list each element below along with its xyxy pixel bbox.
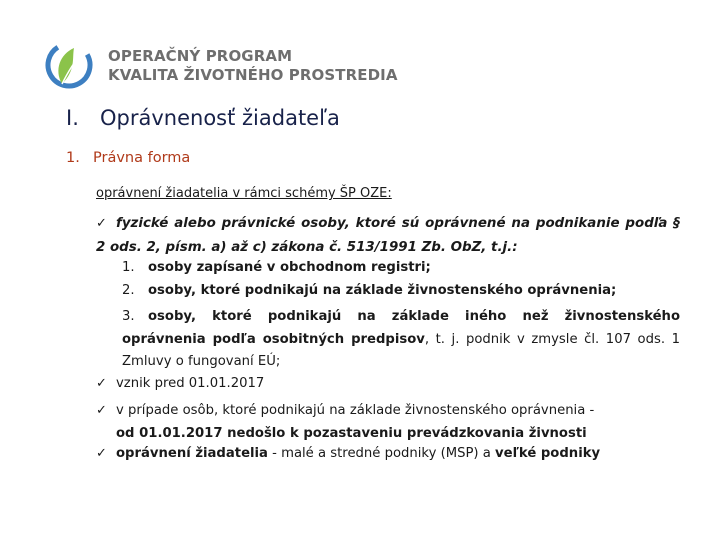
check-icon: ✓ — [96, 216, 107, 231]
bullet-text-4b: - malé a stredné podniky (MSP) a — [267, 446, 496, 461]
sub-item-3 — [122, 306, 680, 374]
section-title — [66, 150, 190, 166]
bullet-text-4a: oprávnení žiadatelia — [116, 446, 268, 461]
bullet-item-2 — [96, 376, 264, 391]
bullet-item-4 — [96, 446, 600, 461]
intro-text: oprávnení žiadatelia v rámci schémy ŠP OZE: — [96, 186, 392, 201]
logo-icon — [42, 40, 102, 90]
sub-item-text: , t. j. podnik v zmysle čl. 107 ods. 1 Zmluvy o fungovaní EÚ; — [122, 331, 680, 369]
page-title — [66, 106, 340, 130]
bullet-text-2: vznik pred 01.01.2017 — [116, 376, 265, 391]
section-number: 1. — [66, 150, 80, 166]
bullet-item-3 — [96, 400, 680, 445]
page-title-text: Oprávnenosť žiadateľa — [100, 106, 340, 130]
bullet-item-1 — [96, 212, 680, 260]
sub-item-2 — [122, 283, 616, 298]
section-title-text: Právna forma — [93, 150, 191, 166]
sub-item-text: osoby zapísané v obchodnom registri; — [148, 260, 431, 275]
sub-item-number: 2. — [122, 283, 135, 298]
sub-item-1 — [122, 260, 431, 275]
page-title-number: I. — [66, 106, 79, 130]
program-name-line1: OPERAČNÝ PROGRAM — [108, 47, 293, 65]
check-icon: ✓ — [96, 403, 107, 418]
bullet-text-4c: veľké podniky — [495, 446, 601, 461]
bullet-text-3b: od 01.01.2017 nedošlo k pozastaveniu prevádzkovania živnosti — [116, 425, 587, 441]
program-name — [108, 47, 398, 85]
sub-item-number: 1. — [122, 260, 135, 275]
program-name-line2: KVALITA ŽIVOTNÉHO PROSTREDIA — [108, 66, 398, 84]
check-icon: ✓ — [96, 376, 107, 391]
bullet-text-3a: v prípade osôb, ktoré podnikajú na základe živnostenského oprávnenia - — [116, 403, 595, 418]
sub-item-number: 3. — [122, 309, 135, 324]
sub-item-text-bold: osoby, ktoré podnikajú na základe iného než živnostenského oprávnenia podľa osobitných predpisov — [122, 309, 680, 347]
check-icon: ✓ — [96, 446, 107, 461]
sub-item-text: osoby, ktoré podnikajú na základe živnostenského oprávnenia; — [148, 283, 617, 298]
bullet-text-1: fyzické alebo právnické osoby, ktoré sú oprávnené na podnikanie podľa § 2 ods. 2, písm. a) až c) zákona č. 513/1991 Zb. ObZ, t.j.: — [96, 216, 680, 255]
